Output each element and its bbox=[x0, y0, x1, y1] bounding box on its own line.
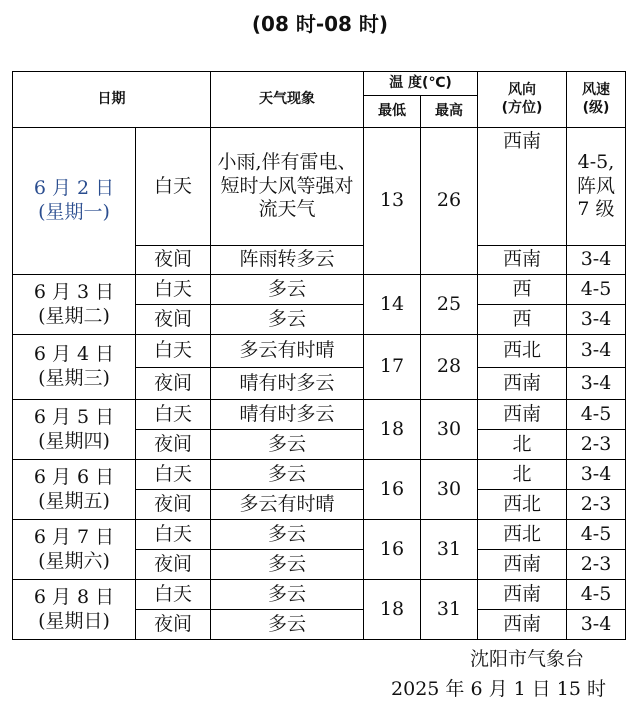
wind-speed-cell: 3-4 bbox=[567, 610, 626, 640]
period-cell: 白天 bbox=[136, 460, 211, 490]
period-cell: 夜间 bbox=[136, 430, 211, 460]
table-row bbox=[13, 128, 626, 246]
date-cell: 6 月 5 日 (星期四) bbox=[13, 400, 136, 460]
weather-cell: 晴有时多云 bbox=[211, 400, 364, 430]
date-cell: 6 月 2 日 (星期一) bbox=[13, 128, 136, 275]
wind-speed-cell: 3-4 bbox=[567, 460, 626, 490]
wind-speed-cell: 4-5 bbox=[567, 275, 626, 305]
weather-cell: 多云有时晴 bbox=[211, 490, 364, 520]
temp-low-cell: 18 bbox=[364, 400, 421, 460]
wind-speed-cell: 3-4 bbox=[567, 368, 626, 400]
period-cell: 夜间 bbox=[136, 550, 211, 580]
period-cell: 白天 bbox=[136, 275, 211, 305]
header-temp: 温 度(℃) bbox=[364, 72, 478, 96]
wind-dir-cell: 北 bbox=[478, 460, 567, 490]
wind-speed-cell: 3-4 bbox=[567, 335, 626, 368]
wind-speed-cell: 3-4 bbox=[567, 246, 626, 275]
date-cell: 6 月 6 日 (星期五) bbox=[13, 460, 136, 520]
period-cell: 夜间 bbox=[136, 610, 211, 640]
table-row bbox=[13, 580, 626, 610]
temp-high-cell: 25 bbox=[421, 275, 478, 335]
temp-high-cell: 30 bbox=[421, 460, 478, 520]
weather-cell: 多云 bbox=[211, 460, 364, 490]
temp-high-cell: 30 bbox=[421, 400, 478, 460]
wind-speed-cell: 2-3 bbox=[567, 550, 626, 580]
wind-speed-cell: 4-5 bbox=[567, 520, 626, 550]
issuer-label: 沈阳市气象台 bbox=[469, 648, 584, 670]
weather-cell: 晴有时多云 bbox=[211, 368, 364, 400]
weather-cell: 多云 bbox=[211, 430, 364, 460]
temp-high-cell: 26 bbox=[421, 128, 478, 275]
temp-low-cell: 18 bbox=[364, 580, 421, 640]
table-row bbox=[13, 520, 626, 550]
header-wind-dir: 风向 (方位) bbox=[478, 72, 567, 128]
table-row bbox=[13, 275, 626, 305]
wind-dir-cell: 西南 bbox=[478, 580, 567, 610]
header-high: 最高 bbox=[421, 96, 478, 128]
temp-high-cell: 28 bbox=[421, 335, 478, 400]
period-cell: 白天 bbox=[136, 400, 211, 430]
temp-low-cell: 14 bbox=[364, 275, 421, 335]
weather-cell: 多云 bbox=[211, 520, 364, 550]
temp-high-cell: 31 bbox=[421, 580, 478, 640]
wind-speed-cell: 4-5,阵风 7 级 bbox=[567, 128, 626, 246]
wind-dir-cell: 西南 bbox=[478, 368, 567, 400]
header-wind-speed: 风速 (级) bbox=[567, 72, 626, 128]
wind-speed-cell: 3-4 bbox=[567, 305, 626, 335]
weather-cell: 多云 bbox=[211, 610, 364, 640]
wind-speed-cell: 4-5 bbox=[567, 400, 626, 430]
period-cell: 夜间 bbox=[136, 368, 211, 400]
temp-low-cell: 17 bbox=[364, 335, 421, 400]
weather-cell: 多云 bbox=[211, 580, 364, 610]
wind-dir-cell: 西南 bbox=[478, 610, 567, 640]
wind-dir-cell: 西南 bbox=[478, 400, 567, 430]
weather-cell: 多云 bbox=[211, 305, 364, 335]
forecast-table bbox=[12, 71, 626, 640]
wind-dir-cell: 北 bbox=[478, 430, 567, 460]
weather-cell: 多云 bbox=[211, 550, 364, 580]
wind-dir-cell: 西南 bbox=[478, 550, 567, 580]
wind-dir-cell: 西南 bbox=[478, 246, 567, 275]
period-cell: 白天 bbox=[136, 580, 211, 610]
temp-low-cell: 16 bbox=[364, 460, 421, 520]
wind-dir-cell: 西北 bbox=[478, 490, 567, 520]
wind-dir-cell: 西北 bbox=[478, 520, 567, 550]
period-cell: 白天 bbox=[136, 335, 211, 368]
header-low: 最低 bbox=[364, 96, 421, 128]
wind-dir-cell: 西 bbox=[478, 305, 567, 335]
period-cell: 夜间 bbox=[136, 490, 211, 520]
wind-speed-cell: 2-3 bbox=[567, 490, 626, 520]
date-cell: 6 月 7 日 (星期六) bbox=[13, 520, 136, 580]
table-row bbox=[13, 335, 626, 368]
temp-low-cell: 13 bbox=[364, 128, 421, 275]
date-cell: 6 月 3 日 (星期二) bbox=[13, 275, 136, 335]
period-cell: 白天 bbox=[136, 520, 211, 550]
temp-high-cell: 31 bbox=[421, 520, 478, 580]
table-row bbox=[13, 460, 626, 490]
wind-speed-cell: 2-3 bbox=[567, 430, 626, 460]
weather-cell: 多云有时晴 bbox=[211, 335, 364, 368]
date-cell: 6 月 4 日 (星期三) bbox=[13, 335, 136, 400]
wind-dir-cell: 西北 bbox=[478, 335, 567, 368]
issued-time: 2025 年 6 月 1 日 15 时 bbox=[391, 678, 606, 700]
date-cell: 6 月 8 日 (星期日) bbox=[13, 580, 136, 640]
header-weather: 天气现象 bbox=[211, 72, 364, 128]
period-cell: 夜间 bbox=[136, 305, 211, 335]
period-cell: 白天 bbox=[136, 128, 211, 246]
wind-speed-cell: 4-5 bbox=[567, 580, 626, 610]
page-title: (08 时-08 时) bbox=[251, 12, 389, 36]
wind-dir-cell: 西 bbox=[478, 275, 567, 305]
wind-dir-cell: 西南 bbox=[478, 128, 567, 246]
weather-cell: 多云 bbox=[211, 275, 364, 305]
weather-cell: 阵雨转多云 bbox=[211, 246, 364, 275]
header-date: 日期 bbox=[13, 72, 211, 128]
weather-cell: 小雨,伴有雷电、短时大风等强对流天气 bbox=[211, 128, 364, 246]
period-cell: 夜间 bbox=[136, 246, 211, 275]
table-row bbox=[13, 400, 626, 430]
temp-low-cell: 16 bbox=[364, 520, 421, 580]
